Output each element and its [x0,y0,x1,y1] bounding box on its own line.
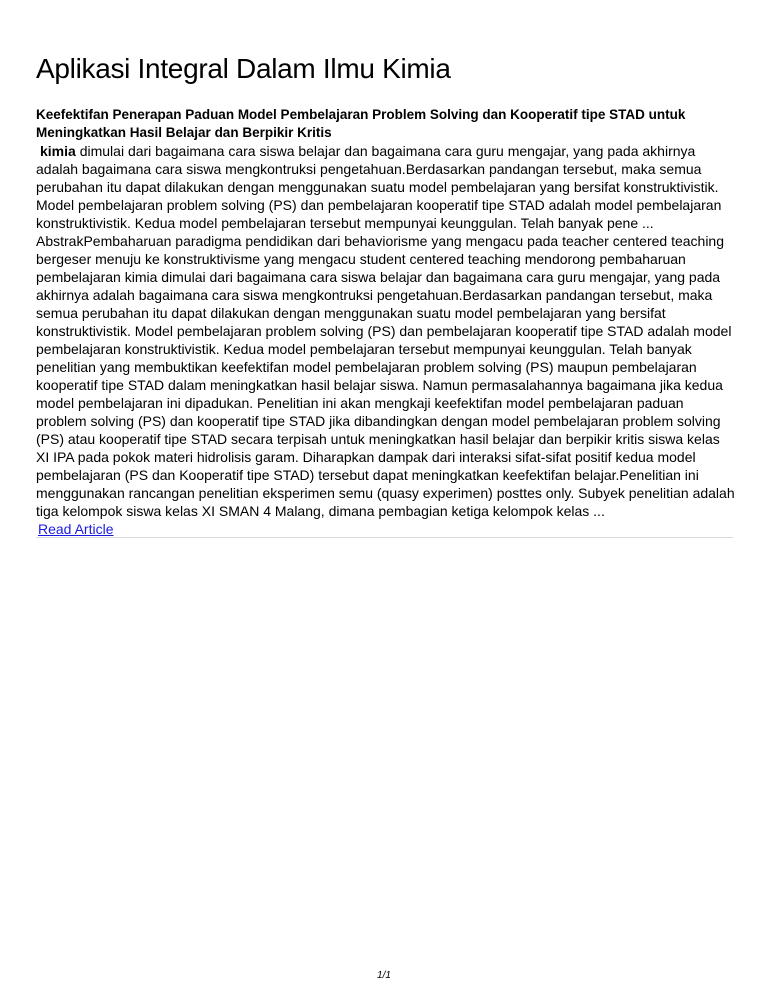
article-entry [36,106,736,539]
article-body-text: dimulai dari bagaimana cara siswa belajar dan bagaimana cara guru mengajar, yang pada akhirnya adalah bagaimana cara siswa mengkontruksi pengetahuan.Berdasarkan pandangan tersebut, maka semua perubahan itu dapat dilakukan dengan menggunakan suatu model pembelajaran yang bersifat konstruktivistik. Model pembelajaran problem solving (PS) dan pembelajaran kooperatif tipe STAD adalah model pembelajaran konstruktivistik. Kedua model pembelajaran tersebut mempunyai keunggulan. Telah banyak pene ... AbstrakPembaharuan paradigma pendidikan dari behaviorisme yang mengacu pada teacher centered teaching bergeser menuju ke konstruktivisme yang mengacu student centered teaching mendorong pembaharuan pembelajaran kimia dimulai dari bagaimana cara siswa belajar dan bagaimana cara guru mengajar, yang pada akhirnya adalah bagaimana cara siswa mengkontruksi pengetahuan.Berdasarkan pandangan tersebut, maka semua perubahan itu dapat dilakukan dengan menggunakan suatu model pembelajaran yang bersifat konstruktivistik. Model pembelajaran problem solving (PS) dan pembelajaran kooperatif tipe STAD adalah model pembelajaran konstruktivistik. Kedua model pembelajaran tersebut mempunyai keunggulan. Telah banyak penelitian yang membuktikan keefektifan model pembelajaran problem solving (PS) maupun pembelajaran kooperatif tipe STAD dalam meningkatkan hasil belajar siswa. Namun permasalahannya bagaimana jika kedua model pembelajaran ini dipadukan. Penelitian ini akan mengkaji keefektifan model pembelajaran paduan problem solving (PS) dan kooperatif tipe STAD jika dibandingkan dengan model pembelajaran problem solving (PS) atau kooperatif tipe STAD secara terpisah untuk meningkatkan hasil belajar dan berpikir kritis siswa kelas XI IPA pada pokok materi hidrolisis garam. Diharapkan dampak dari interaksi sifat-sifat positif kedua model pembelajaran (PS dan Kooperatif tipe STAD) tersebut dapat meningkatkan keefektifan belajar.Penelitian ini menggunakan rancangan penelitian eksperimen semu (quasy experimen) posttes only. Subyek penelitian adalah tiga kelompok siswa kelas XI SMAN 4 Malang, dimana pembagian ketiga kelompok kelas ... [36,143,735,519]
page-number: 1/1 [377,970,391,981]
page-title: Aplikasi Integral Dalam Ilmu Kimia [36,53,451,84]
read-article-link[interactable]: Read Article [38,521,114,537]
article-keyword: kimia [40,143,76,159]
divider [36,537,733,538]
article-title: Keefektifan Penerapan Paduan Model Pembelajaran Problem Solving dan Kooperatif tipe STAD untuk Meningkatkan Hasil Belajar dan Berpikir Kritis [36,107,686,140]
article-snippet [36,142,736,520]
